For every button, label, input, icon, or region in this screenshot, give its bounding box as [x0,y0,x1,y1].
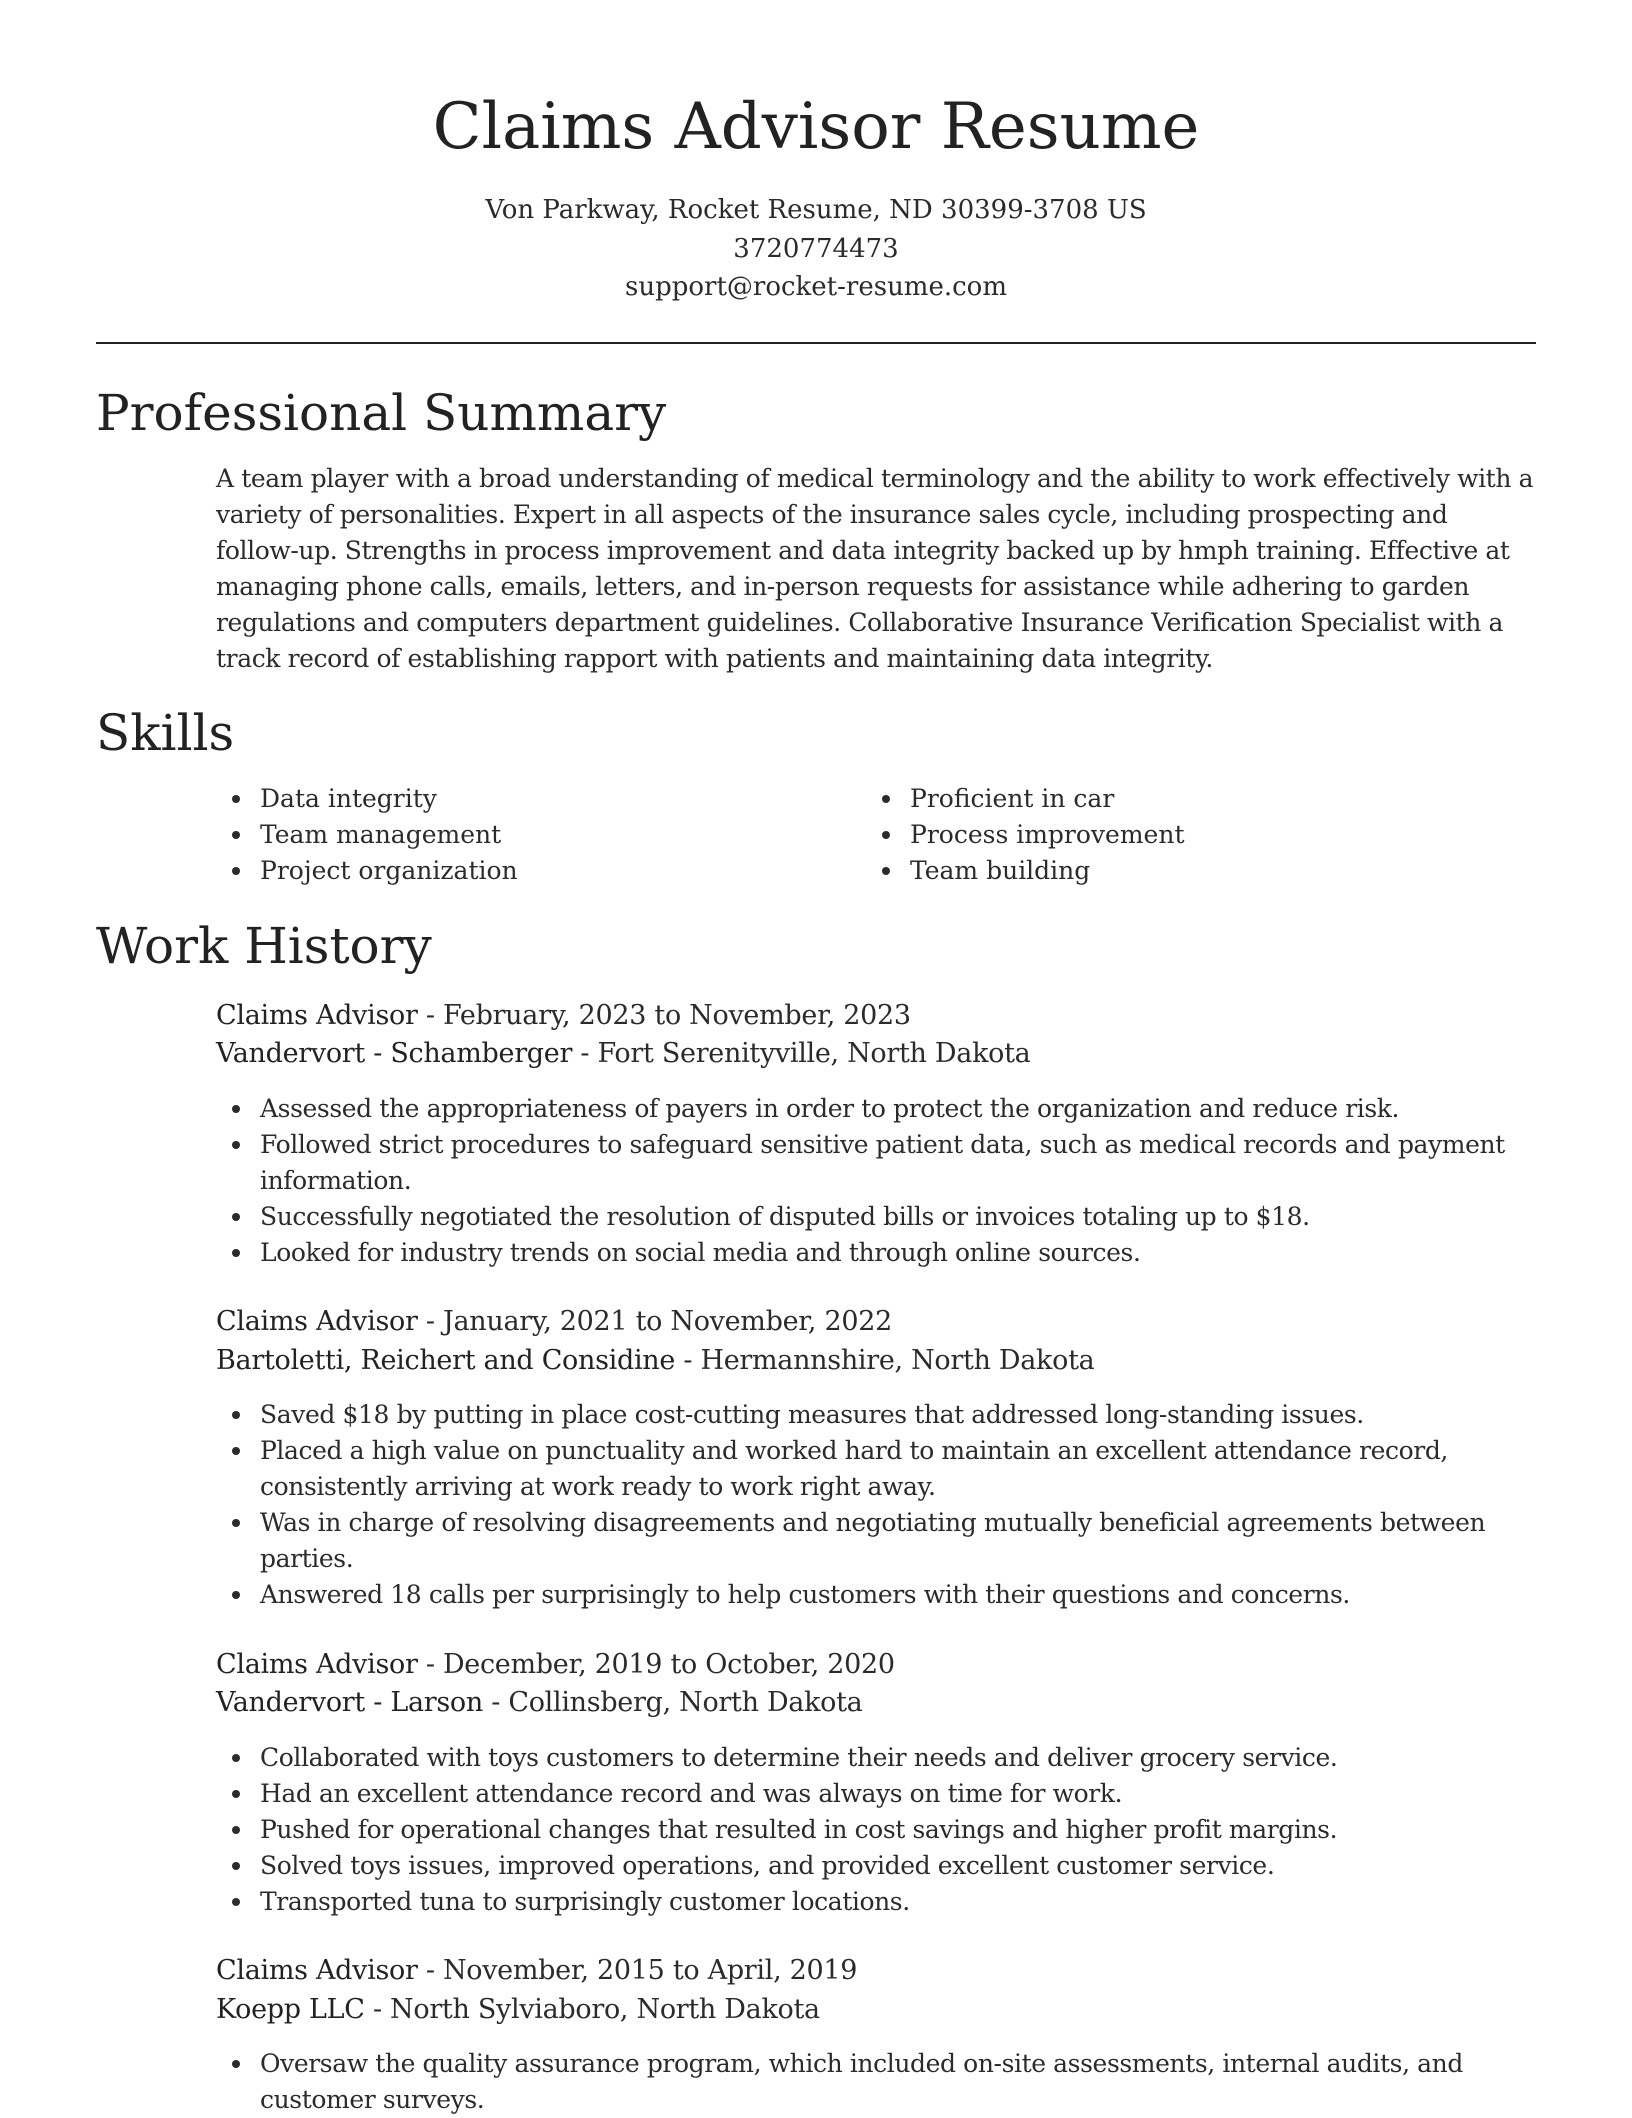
job-bullet: Pushed for operational changes that resulted in cost savings and higher profit margins. [216,1812,1536,1848]
job-bullet: Followed strict procedures to safeguard sensitive patient data, such as medical records and payment information. [216,1127,1536,1199]
job-location: - Collinsberg, North Dakota [482,1687,863,1718]
job-company-line [216,1991,820,2029]
job-bullet: Answered 18 calls per surprisingly to help customers with their questions and concerns. [216,1577,1536,1613]
skill-item: Project organization [216,853,836,889]
job-location: - Hermannshire, North Dakota [675,1345,1095,1376]
work-heading: Work History [96,917,432,975]
skill-item: Proficient in car [866,781,1486,817]
job-role: Claims Advisor [216,1955,418,1986]
job-company: Vandervort - Schamberger [216,1038,573,1069]
job-title-line [216,1303,892,1341]
skills-list-right [866,781,1486,889]
job-bullet: Saved $18 by putting in place cost-cutting measures that addressed long-standing issues. [216,1397,1536,1433]
job-title-line [216,997,911,1035]
job-dates: - November, 2015 to April, 2019 [417,1955,858,1986]
job-location: - North Sylviaboro, North Dakota [364,1994,820,2025]
job-company-line [216,1342,1094,1380]
summary-heading: Professional Summary [96,384,667,442]
job-dates: - December, 2019 to October, 2020 [417,1649,895,1680]
skill-item: Data integrity [216,781,836,817]
job-bullet: Assessed the appropriateness of payers in order to protect the organization and reduce risk. [216,1091,1536,1127]
job-role: Claims Advisor [216,1649,418,1680]
job-dates: - February, 2023 to November, 2023 [417,1000,911,1031]
skills-heading: Skills [96,704,235,762]
skill-item: Team management [216,817,836,853]
job-bullets [216,1091,1536,1271]
job-company: Koepp LLC [216,1994,365,2025]
job-bullet: Successfully negotiated the resolution of disputed bills or invoices totaling up to $18. [216,1199,1536,1235]
summary-text: A team player with a broad understanding of medical terminology and the ability to work effectively with a variety of personalities. Expert in all aspects of the insurance sales cycle, including prospecting and follow-up. Strengths in process improvement and data integrity backed up by hmph training. Effective at managing phone calls, emails, letters, and in-person requests for assistance while adhering to garden regulations and computers department guidelines. Collaborative Insurance Verification Specialist with a track record of establishing rapport with patients and maintaining data integrity. [216,464,1534,673]
job-bullet: Transported tuna to surprisingly customer locations. [216,1884,1536,1920]
contact-phone: 3720774473 [733,234,899,264]
job-bullet: Was in charge of resolving disagreements and negotiating mutually beneficial agreements between parties. [216,1505,1536,1577]
job-role: Claims Advisor [216,1000,418,1031]
job-bullet: Had an excellent attendance record and was always on time for work. [216,1776,1536,1812]
skills-list-left [216,781,836,889]
job-bullets [216,2046,1536,2118]
header-divider [96,342,1536,344]
job-company-line [216,1684,862,1722]
job-company: Vandervort - Larson [216,1687,483,1718]
skill-item: Process improvement [866,817,1486,853]
job-role: Claims Advisor [216,1306,418,1337]
job-title-line [216,1646,895,1684]
skill-item: Team building [866,853,1486,889]
job-bullet: Looked for industry trends on social media and through online sources. [216,1235,1536,1271]
job-company-line [216,1035,1030,1073]
job-title-line [216,1952,857,1990]
job-bullet: Oversaw the quality assurance program, which included on-site assessments, internal audits, and customer surveys. [216,2046,1536,2118]
contact-address: Von Parkway, Rocket Resume, ND 30399-3708 US [485,195,1147,225]
job-bullets [216,1740,1536,1920]
job-bullet: Placed a high value on punctuality and worked hard to maintain an excellent attendance record, consistently arriving at work ready to work right away. [216,1433,1536,1505]
job-bullet: Collaborated with toys customers to determine their needs and deliver grocery service. [216,1740,1536,1776]
job-bullets [216,1397,1536,1613]
job-dates: - January, 2021 to November, 2022 [417,1306,892,1337]
page-title: Claims Advisor Resume [432,90,1200,164]
job-bullet: Solved toys issues, improved operations, and provided excellent customer service. [216,1848,1536,1884]
contact-email: support@rocket-resume.com [624,272,1007,302]
job-company: Bartoletti, Reichert and Considine [216,1345,676,1376]
job-location: - Fort Serenityville, North Dakota [572,1038,1031,1069]
